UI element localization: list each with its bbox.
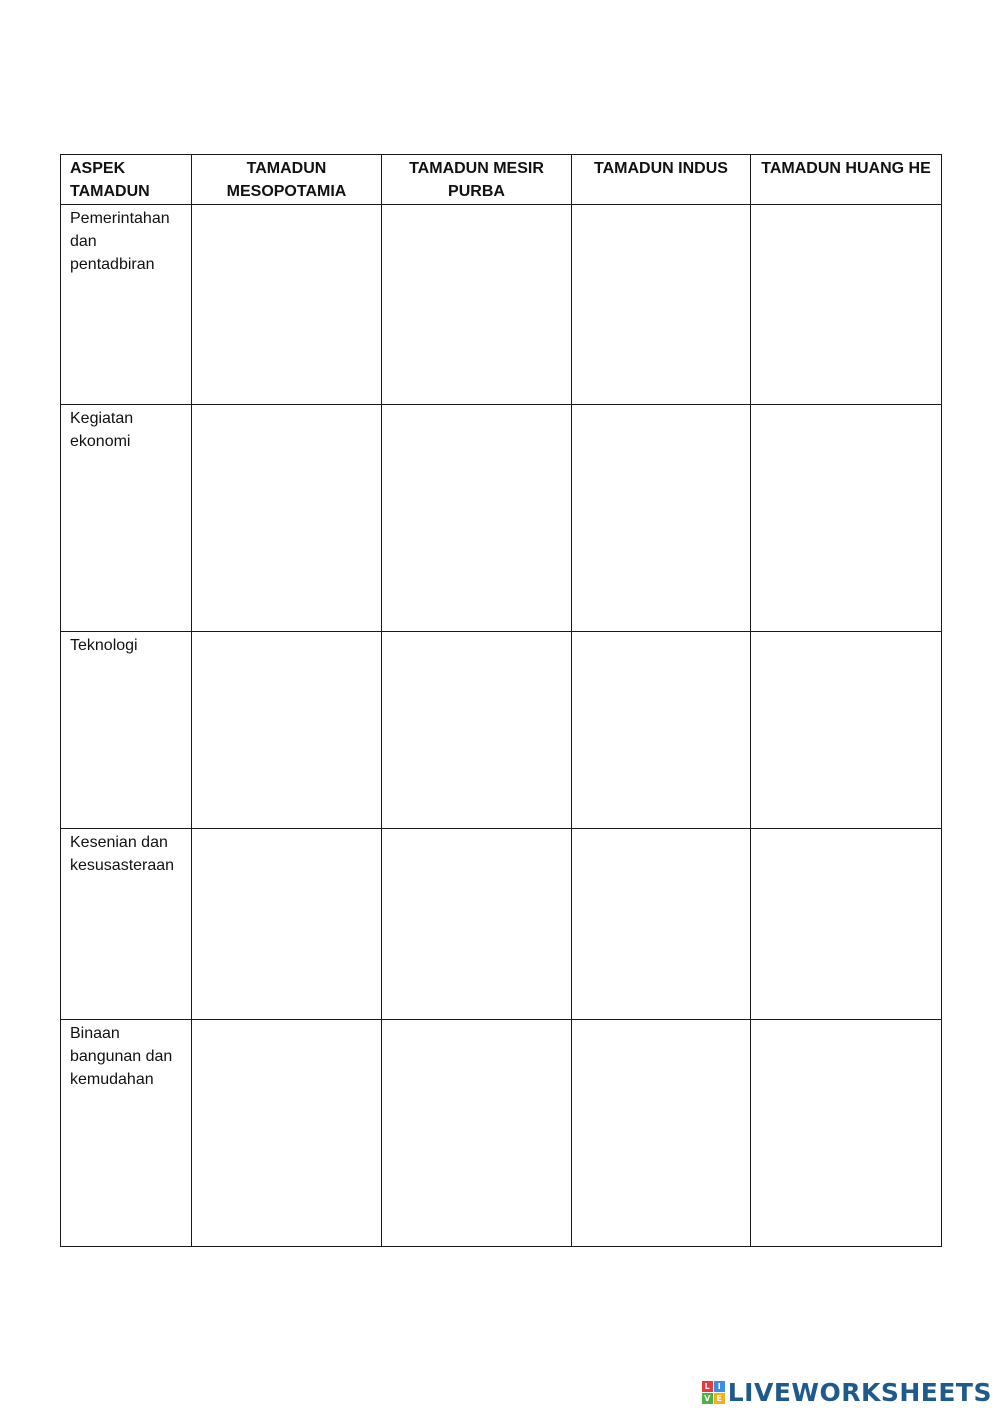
- answer-cell[interactable]: [572, 632, 751, 829]
- table-row: [61, 1020, 942, 1247]
- header-tamadun-mesir-purba: TAMADUN MESIR PURBA: [382, 155, 572, 205]
- liveworksheets-brand: [702, 1378, 992, 1407]
- table-header-row: [61, 155, 942, 205]
- answer-cell[interactable]: [572, 205, 751, 405]
- aspect-label: Kegiatan ekonomi: [61, 405, 192, 632]
- answer-cell[interactable]: [192, 205, 382, 405]
- table-row: [61, 632, 942, 829]
- answer-cell[interactable]: [382, 405, 572, 632]
- answer-cell[interactable]: [751, 1020, 942, 1247]
- answer-cell[interactable]: [751, 405, 942, 632]
- answer-cell[interactable]: [192, 829, 382, 1020]
- answer-cell[interactable]: [751, 632, 942, 829]
- aspect-label: Pemerintahan dan pentadbiran: [61, 205, 192, 405]
- aspect-label: Teknologi: [61, 632, 192, 829]
- answer-cell[interactable]: [382, 1020, 572, 1247]
- answer-cell[interactable]: [382, 632, 572, 829]
- aspect-label: Kesenian dan kesusasteraan: [61, 829, 192, 1020]
- table-row: [61, 829, 942, 1020]
- answer-cell[interactable]: [572, 829, 751, 1020]
- header-tamadun-mesopotamia: TAMADUN MESOPOTAMIA: [192, 155, 382, 205]
- liveworksheets-logo-icon: L I V E: [702, 1381, 725, 1404]
- brand-wordmark: LIVEWORKSHEETS: [727, 1378, 992, 1407]
- answer-cell[interactable]: [382, 205, 572, 405]
- answer-cell[interactable]: [382, 829, 572, 1020]
- answer-cell[interactable]: [751, 205, 942, 405]
- answer-cell[interactable]: [192, 405, 382, 632]
- header-tamadun-huang-he: TAMADUN HUANG HE: [751, 155, 942, 205]
- answer-cell[interactable]: [192, 632, 382, 829]
- header-tamadun-indus: TAMADUN INDUS: [572, 155, 751, 205]
- civilization-comparison-table: [60, 154, 942, 1247]
- table-row: [61, 405, 942, 632]
- answer-cell[interactable]: [572, 405, 751, 632]
- table-row: [61, 205, 942, 405]
- aspect-label: Binaan bangunan dan kemudahan: [61, 1020, 192, 1247]
- answer-cell[interactable]: [192, 1020, 382, 1247]
- answer-cell[interactable]: [572, 1020, 751, 1247]
- answer-cell[interactable]: [751, 829, 942, 1020]
- header-aspek-tamadun: ASPEK TAMADUN: [61, 155, 192, 205]
